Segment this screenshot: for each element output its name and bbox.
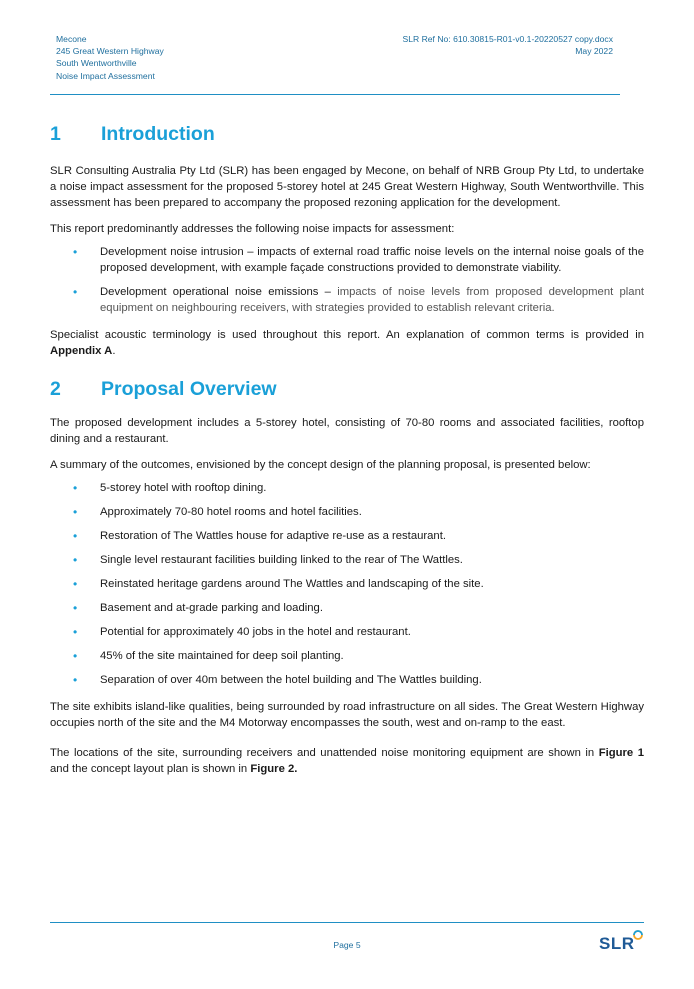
list-item	[50, 552, 644, 568]
outcome-text: Separation of over 40m between the hotel building and The Wattles building.	[100, 674, 482, 686]
proposal-paragraph: The proposed development includes a 5-storey hotel, consisting of 70-80 rooms and associated facilities, rooftop dining and a restaurant.	[50, 417, 644, 445]
page-number: Page 5	[333, 940, 361, 950]
bullet-icon: •	[73, 577, 78, 591]
figure-2-reference: Figure 2.	[250, 763, 298, 775]
intro-paragraph: SLR Consulting Australia Pty Ltd (SLR) has been engaged by Mecone, on behalf of NRB Group Pty Ltd, to undertake a noise impact assessment for the proposed 5-storey hotel at 245 Great Western Highway, South Wentworthville. This assessment has been prepared to accompany the proposed rezoning application for the development.	[50, 165, 644, 209]
figures-text-mid: and the concept layout plan is shown in	[50, 763, 251, 775]
bullet-icon: •	[73, 601, 78, 615]
bullet-icon: •	[73, 505, 78, 519]
bullet-icon: •	[73, 625, 78, 639]
outcome-text: 5-storey hotel with rooftop dining.	[100, 482, 267, 494]
header-report-name: Noise Impact Assessment	[56, 70, 155, 81]
outcome-text: Reinstated heritage gardens around The Wattles and landscaping of the site.	[100, 578, 484, 590]
footer-divider	[50, 922, 644, 923]
header-ref: SLR Ref No: 610.30815-R01-v0.1-20220527 copy.docx	[402, 34, 613, 44]
intro-lead-in: This report predominantly addresses the following noise impacts for assessment:	[50, 223, 455, 235]
list-item	[50, 624, 644, 640]
bullet-icon: •	[73, 285, 78, 299]
section-1-heading	[50, 116, 644, 152]
list-item	[50, 672, 644, 688]
outcomes-list	[50, 480, 644, 688]
outcome-text: Approximately 70-80 hotel rooms and hotel facilities.	[100, 506, 362, 518]
list-item	[50, 284, 644, 316]
section-1-number: 1	[50, 123, 61, 145]
terminology-end: .	[112, 345, 116, 357]
slr-logo	[599, 929, 649, 955]
bullet-icon: •	[73, 649, 78, 663]
figures-text: The locations of the site, surrounding receivers and unattended noise monitoring equipment are shown in	[50, 747, 599, 759]
outcome-text: Basement and at-grade parking and loading.	[100, 602, 323, 614]
bullet-icon: •	[73, 481, 78, 495]
page-content	[50, 116, 644, 777]
list-item	[50, 480, 644, 496]
terminology-text: Specialist acoustic terminology is used throughout this report. An explanation of common terms is provided in	[50, 329, 644, 341]
impact-emissions-lead: Development operational noise emissions –	[100, 286, 338, 298]
list-item	[50, 576, 644, 592]
impact-list	[50, 244, 644, 316]
list-item	[50, 244, 644, 276]
section-1-title: Introduction	[101, 123, 215, 145]
logo-swirl-icon	[631, 929, 645, 941]
outcome-text: Restoration of The Wattles house for adaptive re-use as a restaurant.	[100, 530, 446, 542]
impact-intrusion: Development noise intrusion – impacts of external road traffic noise levels on the internal noise goals of the proposed development, with example façade constructions provided to demonstrate viability.	[100, 246, 644, 274]
list-item	[50, 600, 644, 616]
section-2-title: Proposal Overview	[101, 378, 277, 400]
header-divider	[50, 94, 620, 95]
figures-paragraph	[50, 745, 644, 777]
header-left	[56, 33, 164, 82]
bullet-icon: •	[73, 529, 78, 543]
impact-emissions-detail: impacts of noise levels from proposed development plant equipment on neighbouring receivers, with strategies provided to establish relevant criteria.	[100, 286, 644, 314]
header-right	[402, 33, 613, 57]
section-2-heading	[50, 371, 644, 407]
summary-lead-in: A summary of the outcomes, envisioned by the concept design of the planning proposal, is presented below:	[50, 459, 591, 471]
appendix-reference: Appendix A	[50, 345, 113, 357]
header-client: Mecone	[56, 34, 87, 44]
section-2-number: 2	[50, 378, 61, 400]
outcome-text: Potential for approximately 40 jobs in the hotel and restaurant.	[100, 626, 411, 638]
list-item	[50, 504, 644, 520]
bullet-icon: •	[73, 673, 78, 687]
outcome-text: Single level restaurant facilities building linked to the rear of The Wattles.	[100, 554, 463, 566]
list-item	[50, 648, 644, 664]
bullet-icon: •	[73, 245, 78, 259]
header-suburb: South Wentworthville	[56, 58, 137, 69]
bullet-icon: •	[73, 553, 78, 567]
list-item	[50, 528, 644, 544]
outcome-text: 45% of the site maintained for deep soil planting.	[100, 650, 344, 662]
terminology-paragraph	[50, 327, 644, 359]
site-paragraph: The site exhibits island-like qualities, being surrounded by road infrastructure on all sides. The Great Western Highway occupies north of the site and the M4 Motorway encompasses the south, west and on-ramp to the east.	[50, 701, 644, 729]
header-address: 245 Great Western Highway	[56, 46, 164, 57]
header-date: May 2022	[575, 46, 613, 57]
logo-wordmark: SLR	[599, 934, 635, 953]
figure-1-reference: Figure 1	[598, 747, 644, 759]
